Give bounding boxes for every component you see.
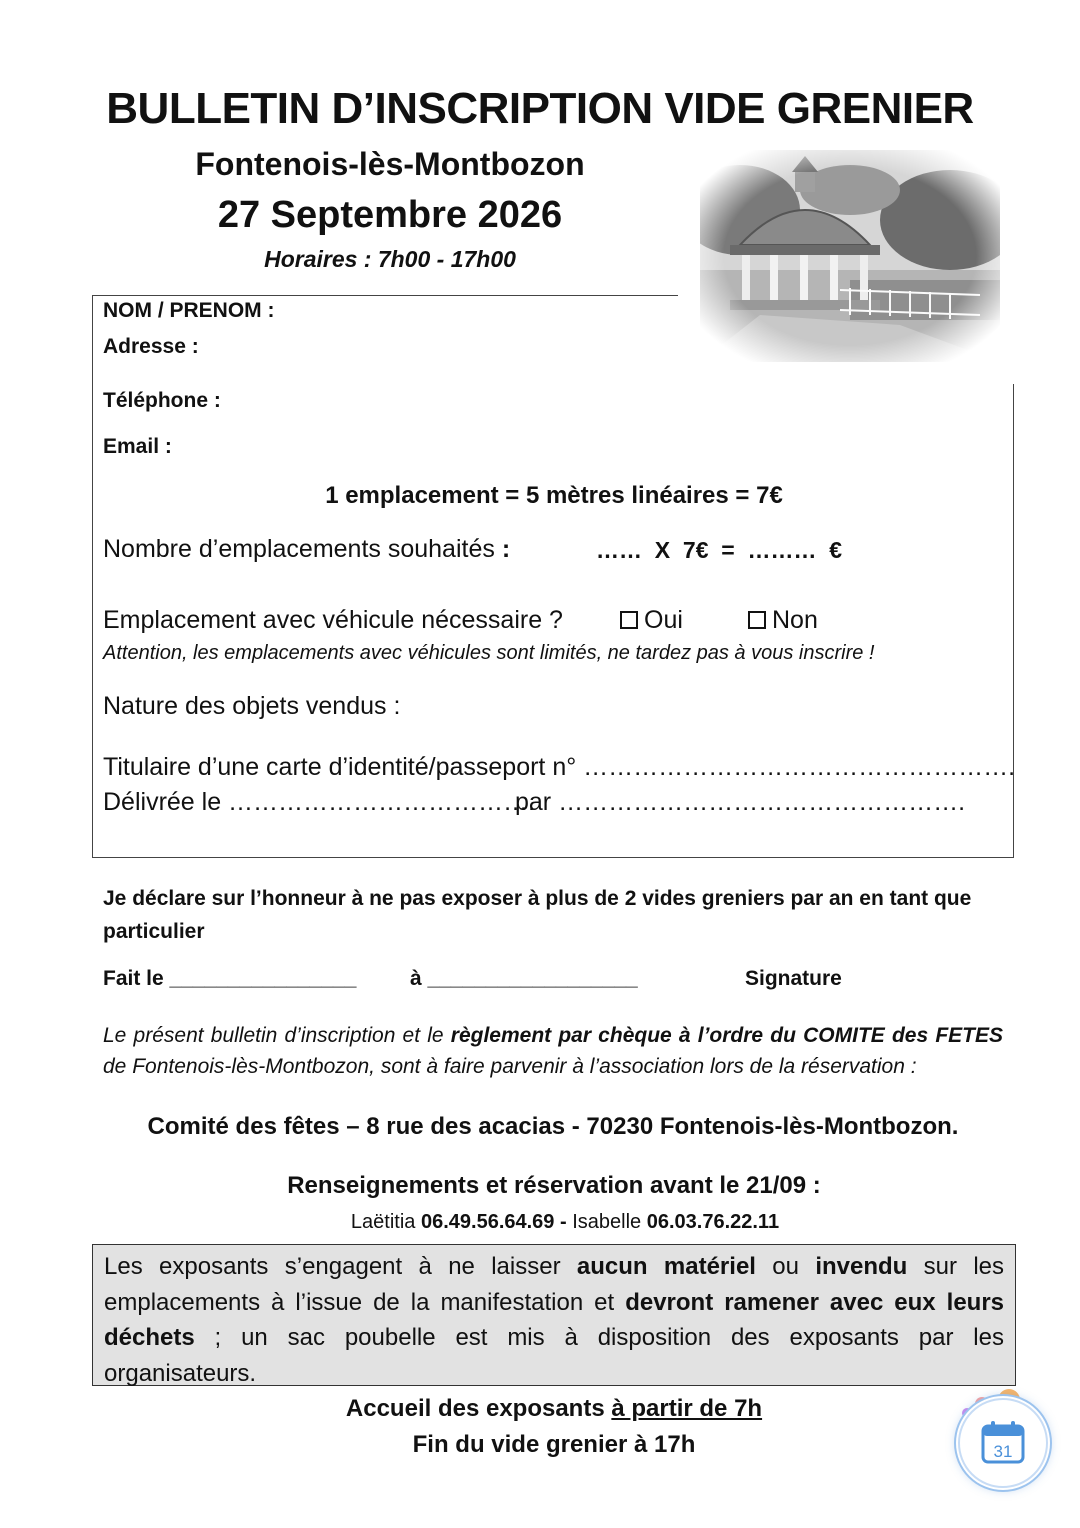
form-border-top bbox=[92, 295, 678, 296]
payment-text-1: Le présent bulletin d’inscription et le bbox=[103, 1024, 451, 1047]
quantity-colon: : bbox=[501, 535, 511, 563]
form-border-right bbox=[1013, 384, 1014, 858]
notice-bold-2: invendu bbox=[815, 1253, 908, 1280]
event-location: Fontenois-lès-Montbozon bbox=[195, 146, 585, 182]
quantity-formula: …… X 7€ = ……… € bbox=[596, 537, 843, 563]
vehicle-no-option[interactable] bbox=[748, 606, 818, 635]
address-label: Adresse : bbox=[103, 335, 199, 358]
notice-text-1: Les exposants s’engagent à ne laisser bbox=[104, 1253, 577, 1280]
welcome-line bbox=[0, 1395, 1080, 1423]
contact2-name: Isabelle bbox=[572, 1211, 647, 1233]
phone-label: Téléphone : bbox=[103, 389, 221, 412]
items-label: Nature des objets vendus : bbox=[103, 692, 401, 720]
welcome-time: à partir de 7h bbox=[611, 1395, 763, 1422]
done-at-field: Fait le ________________ bbox=[103, 967, 357, 990]
id-label: Titulaire d’une carte d’identité/passeport n° ……………………………………………. bbox=[103, 753, 1016, 781]
form-border-left bbox=[92, 295, 93, 858]
vehicle-warning: Attention, les emplacements avec véhicules sont limités, ne tardez pas à vous inscrire ! bbox=[103, 642, 875, 664]
vehicle-yes-label: Oui bbox=[644, 606, 683, 634]
committee-address: Comité des fêtes – 8 rue des acacias - 70230 Fontenois-lès-Montbozon. bbox=[147, 1113, 959, 1140]
vehicle-no-checkbox[interactable] bbox=[748, 611, 766, 629]
welcome-prefix: Accueil des exposants bbox=[345, 1395, 612, 1422]
quantity-label: Nombre d’emplacements souhaités bbox=[103, 535, 495, 563]
notice-text-2: ou bbox=[755, 1253, 816, 1280]
calendar-icon bbox=[956, 1396, 1050, 1490]
page-title: BULLETIN D’INSCRIPTION VIDE GRENIER bbox=[106, 84, 974, 133]
pricing-line: 1 emplacement = 5 mètres linéaires = 7€ bbox=[325, 482, 783, 509]
declaration-text: Je déclare sur l’honneur à ne pas exposer à plus de 2 vides greniers par an en tant que particulier bbox=[103, 887, 972, 943]
signature-label: Signature bbox=[745, 967, 842, 990]
vehicle-no-label: Non bbox=[772, 606, 818, 634]
calendar-badge[interactable] bbox=[956, 1396, 1050, 1490]
end-line: Fin du vide grenier à 17h bbox=[412, 1431, 696, 1458]
vehicle-yes-option[interactable] bbox=[620, 606, 683, 635]
contact2-phone: 06.03.76.22.11 bbox=[646, 1211, 780, 1233]
notice-bold-3: devront ramener avec eux leurs déchets bbox=[104, 1288, 1005, 1351]
payment-text-bold: règlement par chèque à l’ordre du COMITE des FETES bbox=[450, 1024, 1003, 1047]
form-border-bottom bbox=[92, 857, 1014, 858]
place-field: à __________________ bbox=[410, 967, 638, 990]
event-date: 27 Septembre 2026 bbox=[217, 194, 563, 236]
email-label: Email : bbox=[103, 435, 172, 458]
vehicle-yes-checkbox[interactable] bbox=[620, 611, 638, 629]
payment-paragraph bbox=[103, 1020, 1003, 1082]
contact1-phone: 06.49.56.64.69 bbox=[420, 1211, 555, 1233]
issued-by-label: par …………………………………………. bbox=[515, 788, 966, 816]
payment-text-2: de Fontenois-lès-Montbozon, sont à faire parvenir à l’association lors de la réservation : bbox=[103, 1055, 917, 1078]
notice-text-4: ; un sac poubelle est mis à disposition des exposants par les organisateurs. bbox=[104, 1324, 1004, 1387]
lavoir-photo bbox=[700, 150, 1000, 362]
exhibitor-notice bbox=[92, 1244, 1016, 1386]
vehicle-question: Emplacement avec véhicule nécessaire ? bbox=[103, 606, 563, 634]
info-title: Renseignements et réservation avant le 21/09 : bbox=[287, 1172, 821, 1199]
notice-bold-1: aucun matériel bbox=[576, 1253, 756, 1280]
event-hours: Horaires : 7h00 - 17h00 bbox=[264, 246, 516, 272]
contact-separator: - bbox=[554, 1211, 573, 1233]
issued-label: Délivrée le ………………………………. bbox=[103, 788, 535, 816]
contact1-name: Laëtitia bbox=[350, 1211, 421, 1233]
calendar-day: 31 bbox=[993, 1442, 1013, 1461]
notice-text-3: sur les emplacements à l’issue de la manifestation et bbox=[104, 1253, 1005, 1316]
contacts-line bbox=[0, 1211, 1080, 1234]
name-label: NOM / PRENOM : bbox=[103, 299, 275, 322]
quantity-row bbox=[103, 535, 510, 564]
